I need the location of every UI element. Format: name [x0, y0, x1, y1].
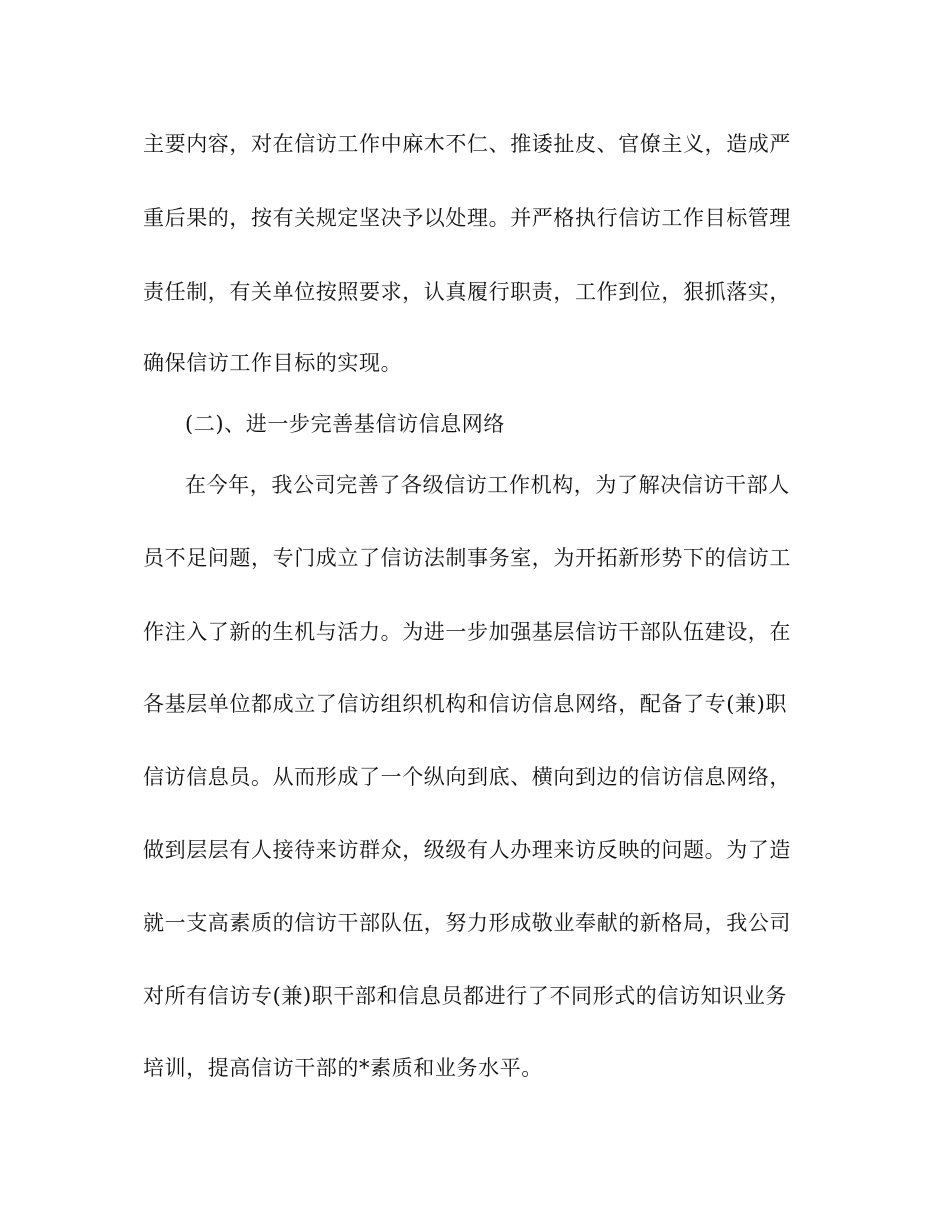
paragraph-line: 确保信访工作目标的实现。 [143, 351, 403, 375]
paragraph-line: 主要内容，对在信访工作中麻木不仁、推诿扯皮、官僚主义，造成严 [143, 132, 791, 156]
paragraph-line: 信访信息员。从而形成了一个纵向到底、横向到边的信访信息网络， [143, 765, 791, 789]
paragraph-line: 责任制，有关单位按照要求，认真履行职责，工作到位，狠抓落实， [143, 280, 791, 304]
paragraph-line: 各基层单位都成立了信访组织机构和信访信息网络，配备了专(兼)职 [143, 692, 787, 716]
paragraph-line: 对所有信访专(兼)职干部和信息员都进行了不同形式的信访知识业务 [143, 984, 787, 1008]
paragraph-line: 做到层层有人接待来访群众，级级有人办理来访反映的问题。为了造 [143, 838, 791, 862]
paragraph-line: 重后果的，按有关规定坚决予以处理。并严格执行信访工作目标管理 [143, 206, 791, 230]
paragraph-line: 作注入了新的生机与活力。为进一步加强基层信访干部队伍建设，在 [143, 620, 791, 644]
paragraph-line: 在今年，我公司完善了各级信访工作机构，为了解决信访干部人 [185, 473, 790, 497]
paragraph-line: 培训，提高信访干部的*素质和业务水平。 [143, 1056, 543, 1080]
paragraph-line: 就一支高素质的信访干部队伍，努力形成敬业奉献的新格局，我公司 [143, 911, 791, 935]
section-heading: (二)、进一步完善基信访信息网络 [185, 412, 505, 436]
paragraph-line: 员不足问题，专门成立了信访法制事务室，为开拓新形势下的信访工 [143, 546, 791, 570]
